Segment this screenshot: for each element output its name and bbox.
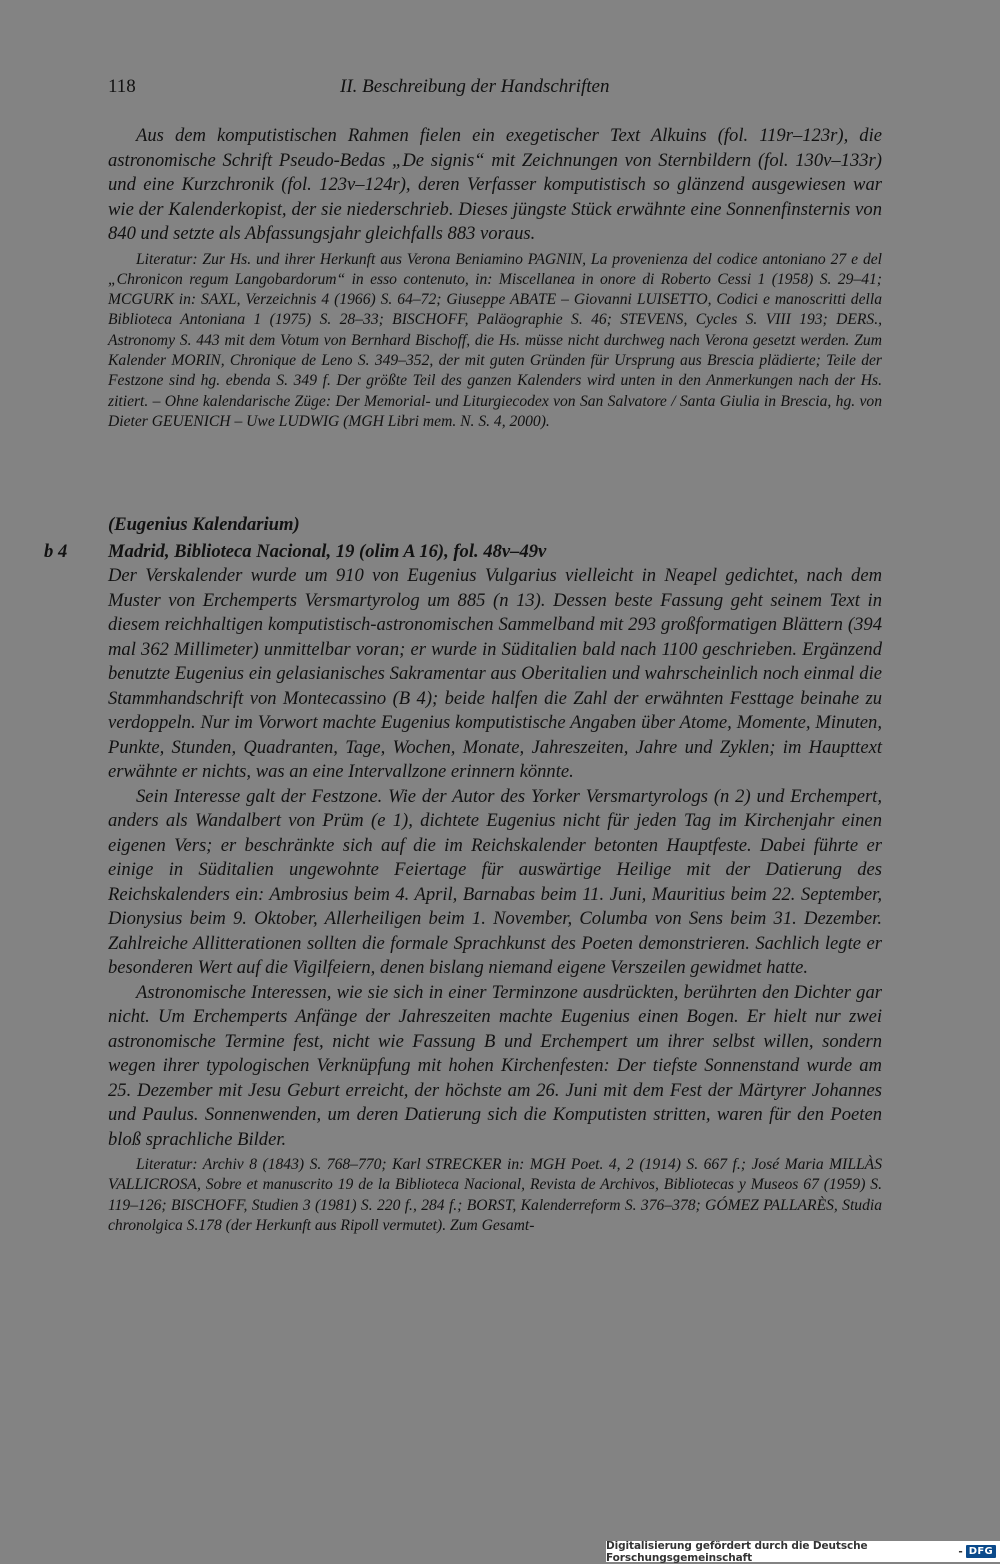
- dfg-logo: DFG: [966, 1545, 996, 1558]
- manuscript-siglum: b 4: [44, 541, 68, 562]
- entry-paragraph: Sein Interesse galt der Festzone. Wie der Autor des Yorker Versmartyrologs (n 2) und Erchempert, anders als Wandalbert von Prüm (e 1), dichtete Eugenius nicht für jeden Tag im Kirchenjahr einen eigenen Vers; er beschränkte sich auf die im Reichskalender betonten Hauptfeste. Dabei führte er einige in Süditalien ungewohnte Feiertage für auswärtige Heilige mit der Datierung des Reichskalenders ein: Ambrosius beim 4. April, Barnabas beim 11. Juni, Mauritius beim 22. September, Dionysius beim 9. Oktober, Allerheiligen beim 1. November, Columba von Sens beim 31. Dezember. Zahlreiche Allitterationen sollten die formale Sprachkunst des Poeten demonstrieren. Sachlich legte er besonderen Wert auf die Vigilfeiern, denen bislang niemand eigene Verszeilen gewidmet hatte.: [108, 785, 882, 978]
- running-head: II. Beschreibung der Handschriften: [340, 76, 610, 97]
- entry-literature: Literatur: Archiv 8 (1843) S. 768–770; Karl STRECKER in: MGH Poet. 4, 2 (1914) S. 667 f.; José Maria MILLÀS VALLICROSA, Sobre et manuscrito 19 de la Biblioteca Nacional, Revista de Archivos, Bibliotecas y Museos 67 (1959) S. 119–126; BISCHOFF, Studien 3 (1981) S. 220 f., 284 f.; BORST, Kalenderreform S. 376–378; GÓMEZ PALLARÈS, Studia chronolgica S.178 (der Herkunft aus Ripoll vermutet). Zum Gesamt-: [108, 1156, 882, 1234]
- entry-paragraph: Der Verskalender wurde um 910 von Eugenius Vulgarius vielleicht in Neapel gedichtet, nach dem Muster von Erchemperts Versmartyrolog um 885 (n 13). Dessen beste Fassung geht seinem Text in diesem reichhaltigen komputistisch-astronomischen Sammelband mit 293 großformatigen Blättern (394 mal 362 Millimeter) unmittelbar voran; er wurde in Süditalien bald nach 1100 geschrieben. Ergänzend benutzte Eugenius ein gelasianisches Sakramentar aus Oberitalien und wahrscheinlich noch einmal die Stammhandschrift von Montecassino (B 4); beide halfen die Zahl der erwähnten Festtage beinahe zu verdoppeln. Nur im Vorwort machte Eugenius komputistische Angaben über Atome, Momente, Minuten, Punkte, Stunden, Quadranten, Tage, Wochen, Monate, Jahreszeiten, Jahre und Zyklen; im Haupttext erwähnte er nichts, was an eine Intervallzone erinnern könnte.: [108, 565, 882, 782]
- page-number: 118: [108, 76, 136, 97]
- intro-literature: Literatur: Zur Hs. und ihrer Herkunft aus Verona Beniamino PAGNIN, La provenienza del codice antoniano 27 e del „Chronicon regum Langobardorum“ in esso contenuto, in: Miscellanea in onore di Roberto Cessi 1 (1958) S. 29–41; MCGURK in: SAXL, Verzeichnis 4 (1966) S. 64–72; Giuseppe ABATE – Giovanni LUISETTO, Codici e manoscritti della Biblioteca Antoniana 1 (1975) S. 28–33; BISCHOFF, Paläographie S. 46; STEVENS, Cycles S. VIII 193; DERS., Astronomy S. 443 mit dem Votum von Bernhard Bischoff, die Hs. müsse nicht durchweg nach Verona gesetzt werden. Zum Kalender MORIN, Chronique de Leno S. 349–352, der mit guten Gründen für Ursprung aus Brescia plädierte; Teile der Festzone sind hg. ebenda S. 349 f. Der größte Teil des ganzen Kalenders wird unten in den Anmerkungen nach der Hs. zitiert. – Ohne kalendarische Züge: Der Memorial- und Liturgiecodex von San Salvatore / Santa Giulia in Brescia, hg. von Dieter GEUENICH – Uwe LUDWIG (MGH Libri mem. N. S. 4, 2000).: [108, 250, 882, 430]
- intro-paragraph: Aus dem komputistischen Rahmen fielen ein exegetischer Text Alkuins (fol. 119r–123r), die astronomische Schrift Pseudo-Bedas „De signis“ mit Zeichnungen von Sternbildern (fol. 130v–133r) und eine Kurzchronik (fol. 123v–124r), deren Verfasser komputistisch so glänzend ausgewiesen war wie der Kalenderkopist, der sie niederschrieb. Dieses jüngste Stück erwähnte eine Sonnenfinsternis von 840 und setzte als Abfassungsjahr gleichfalls 883 voraus.: [108, 125, 882, 244]
- entry-paragraph: Astronomische Interessen, wie sie sich in einer Terminzone ausdrückten, berührten den Dichter gar nicht. Um Erchemperts Anfänge der Jahreszeiten machte Eugenius einen Bogen. Er hielt nur zwei astronomische Termine fest, nicht wie Fassung B und Erchempert um ihrer selbst willen, sondern wegen ihrer typologischen Verknüpfung mit hohen Kirchenfesten: Der tiefste Sonnenstand wurde am 25. Dezember mit Jesu Geburt erreicht, der höchste am 26. Juni mit dem Fest der Märtyrer Johannes und Paulus. Sonnenwenden, um deren Datierung sich die Komputisten stritten, waren für den Poeten bloß sprachliche Bilder.: [108, 981, 882, 1150]
- footer-notice: Digitalisierung gefördert durch die Deutsche Forschungsgemeinschaft: [606, 1539, 868, 1564]
- entry-body: [108, 564, 882, 1236]
- footer-separator: -: [958, 1545, 963, 1558]
- intro-block: [108, 124, 882, 432]
- section-title: (Eugenius Kalendarium): [108, 514, 300, 535]
- footer-banner: [606, 1541, 1000, 1562]
- manuscript-heading: Madrid, Biblioteca Nacional, 19 (olim A 16), fol. 48v–49v: [108, 541, 547, 562]
